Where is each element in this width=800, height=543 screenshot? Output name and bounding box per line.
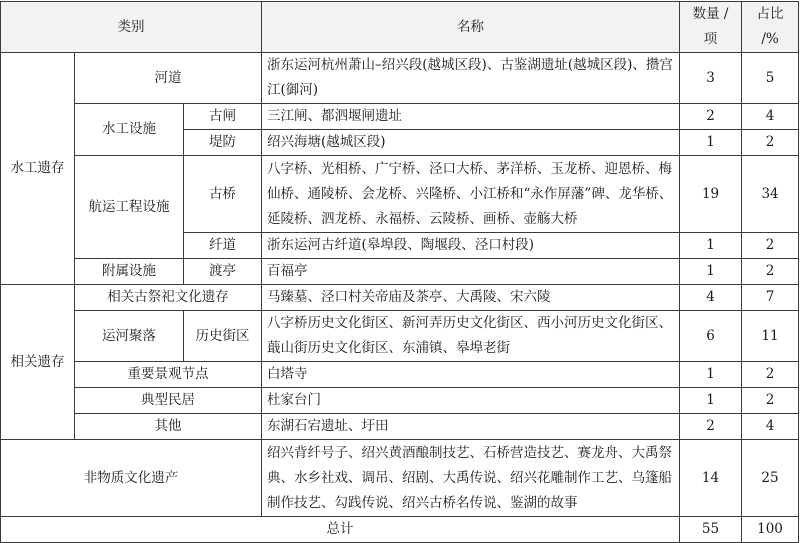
name-intangible: 绍兴背纤号子、绍兴黄酒酿制技艺、石桥营造技艺、赛龙舟、大禹祭典、水乡社戏、调吊、绍剧、大禹传说、绍兴花雕制作工艺、乌篷船制作技艺、勾践传说、绍兴古桥名传说、鉴湖的故事 bbox=[262, 440, 680, 517]
table-row bbox=[1, 388, 799, 414]
table-row bbox=[1, 259, 799, 285]
table-row bbox=[1, 362, 799, 388]
subcategory-dike: 堤防 bbox=[184, 130, 262, 156]
subcategory-towpath: 纤道 bbox=[184, 233, 262, 259]
count-bridge: 19 bbox=[680, 156, 742, 233]
table-row bbox=[1, 156, 799, 233]
ratio-worship: 7 bbox=[742, 285, 799, 311]
ratio-dike: 2 bbox=[742, 130, 799, 156]
header-count: 数量 / 项 bbox=[680, 2, 742, 53]
header-name: 名称 bbox=[262, 2, 680, 53]
name-other: 东湖石宕遗址、圩田 bbox=[262, 414, 680, 440]
subcategory-sluice: 古闸 bbox=[184, 104, 262, 130]
ratio-landscape: 2 bbox=[742, 362, 799, 388]
table-row bbox=[1, 440, 799, 517]
category-hydraulic: 水工设施 bbox=[75, 104, 184, 156]
header-category: 类别 bbox=[1, 2, 262, 53]
ratio-bridge: 34 bbox=[742, 156, 799, 233]
count-river: 3 bbox=[680, 53, 742, 104]
name-towpath: 浙东运河古纤道(皋埠段、陶堰段、泾口村段) bbox=[262, 233, 680, 259]
count-worship: 4 bbox=[680, 285, 742, 311]
count-dike: 1 bbox=[680, 130, 742, 156]
category-worship: 相关古祭祀文化遗存 bbox=[75, 285, 262, 311]
total-ratio: 100 bbox=[742, 517, 799, 543]
count-residence: 1 bbox=[680, 388, 742, 414]
ratio-towpath: 2 bbox=[742, 233, 799, 259]
name-sluice: 三江闸、都泗堰闸遗址 bbox=[262, 104, 680, 130]
ratio-sluice: 4 bbox=[742, 104, 799, 130]
count-towpath: 1 bbox=[680, 233, 742, 259]
name-district: 八字桥历史文化街区、新河弄历史文化街区、西小河历史文化街区、蕺山街历史文化街区、东浦镇、皋埠老街 bbox=[262, 311, 680, 362]
count-intangible: 14 bbox=[680, 440, 742, 517]
category-ancillary: 附属设施 bbox=[75, 259, 184, 285]
total-row bbox=[1, 517, 799, 543]
name-dike: 绍兴海塘(越城区段) bbox=[262, 130, 680, 156]
table-row bbox=[1, 285, 799, 311]
table-row bbox=[1, 414, 799, 440]
heritage-table bbox=[0, 1, 799, 285]
name-river: 浙东运河杭州萧山–绍兴段(越城区段)、古鉴湖遗址(越城区段)、攒宫江(御河) bbox=[262, 53, 680, 104]
group-related-heritage: 相关遗存 bbox=[1, 285, 75, 440]
count-pavilion: 1 bbox=[680, 259, 742, 285]
count-landscape: 1 bbox=[680, 362, 742, 388]
group-water-heritage: 水工遗存 bbox=[1, 53, 75, 285]
category-shipping: 航运工程设施 bbox=[75, 156, 184, 259]
total-label: 总计 bbox=[1, 517, 680, 543]
subcategory-pavilion: 渡亭 bbox=[184, 259, 262, 285]
name-bridge: 八字桥、光相桥、广宁桥、泾口大桥、茅洋桥、玉龙桥、迎恩桥、梅仙桥、通陵桥、会龙桥、兴隆桥、小江桥和“永作屏藩”碑、龙华桥、延陵桥、泗龙桥、永福桥、云陵桥、画桥、壶觞大桥 bbox=[262, 156, 680, 233]
ratio-other: 4 bbox=[742, 414, 799, 440]
header-row bbox=[1, 2, 799, 53]
category-other: 其他 bbox=[75, 414, 262, 440]
heritage-table-lower bbox=[0, 284, 799, 543]
category-residence: 典型民居 bbox=[75, 388, 262, 414]
table-row bbox=[1, 53, 799, 104]
ratio-river: 5 bbox=[742, 53, 799, 104]
ratio-district: 11 bbox=[742, 311, 799, 362]
category-river: 河道 bbox=[75, 53, 262, 104]
total-count: 55 bbox=[680, 517, 742, 543]
ratio-residence: 2 bbox=[742, 388, 799, 414]
table-row bbox=[1, 311, 799, 362]
name-worship: 马臻墓、泾口村关帝庙及茶亭、大禹陵、宋六陵 bbox=[262, 285, 680, 311]
category-settlement: 运河聚落 bbox=[75, 311, 184, 362]
subcategory-district: 历史街区 bbox=[184, 311, 262, 362]
table-row bbox=[1, 104, 799, 130]
subcategory-bridge: 古桥 bbox=[184, 156, 262, 233]
count-other: 2 bbox=[680, 414, 742, 440]
count-sluice: 2 bbox=[680, 104, 742, 130]
category-landscape: 重要景观节点 bbox=[75, 362, 262, 388]
ratio-pavilion: 2 bbox=[742, 259, 799, 285]
count-district: 6 bbox=[680, 311, 742, 362]
ratio-intangible: 25 bbox=[742, 440, 799, 517]
name-landscape: 白塔寺 bbox=[262, 362, 680, 388]
header-ratio: 占比 /% bbox=[742, 2, 799, 53]
name-residence: 杜家台门 bbox=[262, 388, 680, 414]
category-intangible: 非物质文化遗产 bbox=[1, 440, 262, 517]
name-pavilion: 百福亭 bbox=[262, 259, 680, 285]
